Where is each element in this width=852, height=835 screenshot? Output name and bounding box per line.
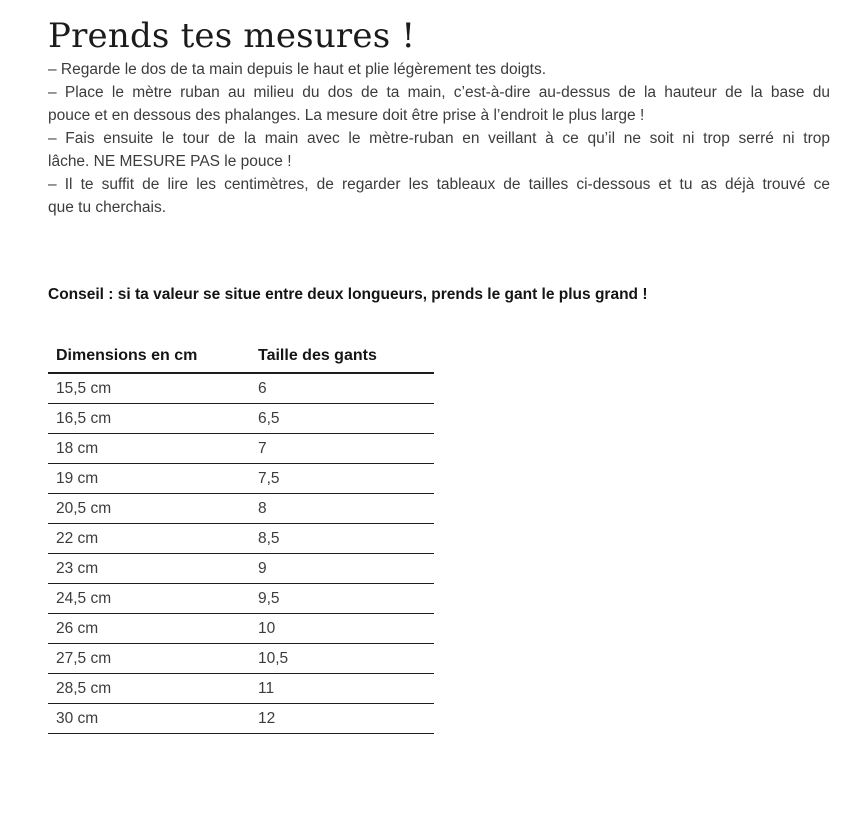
cell-glove-size: 12	[250, 704, 434, 734]
cell-glove-size: 8	[250, 494, 434, 524]
cell-glove-size: 6	[250, 373, 434, 404]
cell-dimension: 15,5 cm	[48, 373, 250, 404]
table-header-dimensions: Dimensions en cm	[48, 343, 250, 373]
table-row	[48, 704, 434, 734]
table-row	[48, 644, 434, 674]
instruction-line: pouce et en dessous des phalanges. La mesure doit être prise à l’endroit le plus large !	[48, 107, 645, 124]
size-guide-page	[0, 14, 852, 734]
cell-dimension: 20,5 cm	[48, 494, 250, 524]
cell-dimension: 19 cm	[48, 464, 250, 494]
cell-glove-size: 8,5	[250, 524, 434, 554]
table-row	[48, 584, 434, 614]
cell-dimension: 30 cm	[48, 704, 250, 734]
cell-dimension: 26 cm	[48, 614, 250, 644]
instruction-line: – Place le mètre ruban au milieu du dos de ta main, c’est-à-dire au-dessus de la hauteur de la base du	[48, 84, 830, 101]
instruction-line: – Regarde le dos de ta main depuis le haut et plie légèrement tes doigts.	[48, 61, 547, 78]
instruction-line: lâche. NE MESURE PAS le pouce !	[48, 153, 292, 170]
table-row	[48, 554, 434, 584]
table-row	[48, 464, 434, 494]
table-row	[48, 614, 434, 644]
table-header-row	[48, 343, 434, 373]
cell-glove-size: 6,5	[250, 404, 434, 434]
cell-glove-size: 9	[250, 554, 434, 584]
cell-glove-size: 7	[250, 434, 434, 464]
instruction-line: que tu cherchais.	[48, 199, 167, 216]
cell-dimension: 24,5 cm	[48, 584, 250, 614]
table-row	[48, 373, 434, 404]
cell-glove-size: 11	[250, 674, 434, 704]
table-row	[48, 494, 434, 524]
cell-dimension: 18 cm	[48, 434, 250, 464]
cell-dimension: 27,5 cm	[48, 644, 250, 674]
instruction-line: – Fais ensuite le tour de la main avec le mètre-ruban en veillant à ce qu’il ne soit ni trop serré ni trop	[48, 130, 830, 147]
table-row	[48, 434, 434, 464]
table-row	[48, 674, 434, 704]
instruction-line: – Il te suffit de lire les centimètres, de regarder les tableaux de tailles ci-dessous et tu as déjà trouvé ce	[48, 176, 830, 193]
cell-dimension: 28,5 cm	[48, 674, 250, 704]
size-table	[48, 343, 434, 734]
cell-dimension: 16,5 cm	[48, 404, 250, 434]
instruction-paragraph-2	[48, 81, 830, 127]
cell-glove-size: 10,5	[250, 644, 434, 674]
cell-glove-size: 9,5	[250, 584, 434, 614]
tip-text: Conseil : si ta valeur se situe entre deux longueurs, prends le gant le plus grand !	[48, 286, 648, 303]
instruction-paragraph-3	[48, 127, 830, 173]
table-header-glove-size: Taille des gants	[250, 343, 434, 373]
instruction-paragraph-4	[48, 173, 830, 219]
table-row	[48, 404, 434, 434]
cell-dimension: 23 cm	[48, 554, 250, 584]
instruction-paragraph-1	[48, 58, 830, 81]
cell-glove-size: 7,5	[250, 464, 434, 494]
page-title: Prends tes mesures !	[48, 16, 416, 56]
cell-glove-size: 10	[250, 614, 434, 644]
table-row	[48, 524, 434, 554]
cell-dimension: 22 cm	[48, 524, 250, 554]
